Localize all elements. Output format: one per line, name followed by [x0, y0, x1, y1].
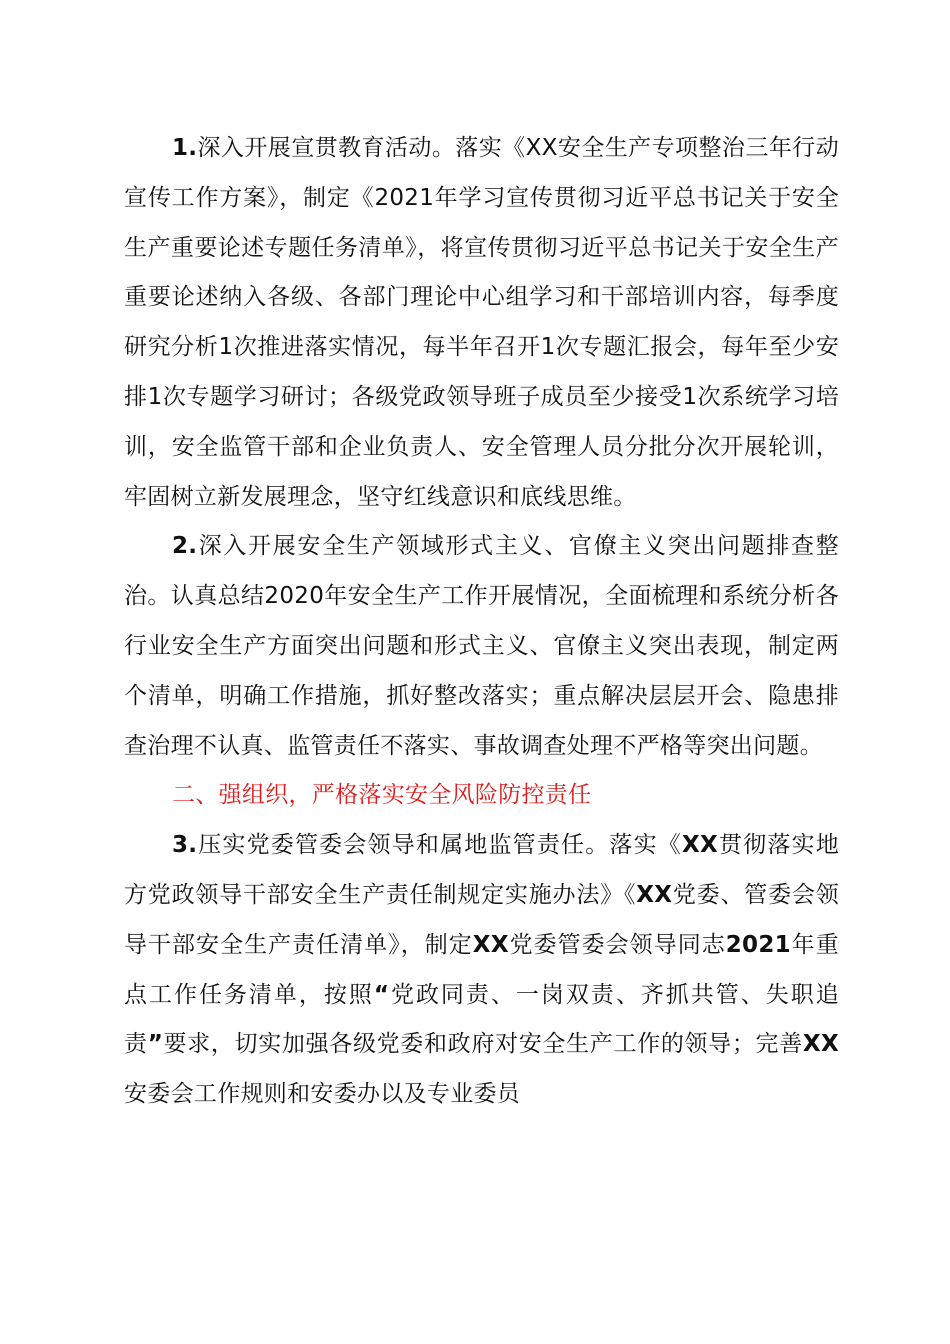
paragraph-1-number: 1.	[172, 135, 198, 161]
paragraph-1	[124, 124, 839, 522]
paragraph-3-text-2: 贯彻落实地方党政领导干部安全生产责任制规定实施办法》《	[124, 832, 840, 908]
paragraph-3-text-5: 年重点工作任务清单，按照	[124, 931, 840, 1008]
paragraph-3-bold-2: XX	[636, 881, 673, 908]
paragraph-3-bold-3: XX	[472, 931, 509, 958]
document-page	[124, 124, 839, 1120]
paragraph-3-bold-6: ”	[147, 1031, 164, 1058]
paragraph-2	[124, 522, 839, 771]
paragraph-3-bold-1: XX	[681, 832, 719, 859]
paragraph-3-bold-5: “	[373, 981, 390, 1008]
section-heading: 二、强组织，严格落实安全风险防控责任	[172, 782, 592, 809]
paragraph-3-text-3: 党委、管委会领导干部安全生产责任清单》，制定	[124, 881, 839, 958]
paragraph-2-number: 2.	[172, 533, 198, 560]
paragraph-3-text-8: 安委会工作规则和安委办以及专业委员	[124, 1081, 521, 1108]
paragraph-2-text: 深入开展安全生产领域形式主义、官僚主义突出问题排查整治。认真总结2020年安全生产工作开展情况，全面梳理和系统分析各行业安全生产方面突出问题和形式主义、官僚主义突出表现，制定两个清单，明确工作措施，抓好整改落实；重点解决层层开会、隐患排查治理不认真、监管责任不落实、事故调查处理不严格等突出问题。	[124, 533, 839, 759]
paragraph-3-bold-7: XX	[802, 1031, 839, 1058]
paragraph-3	[124, 821, 839, 1120]
paragraph-3-text-6: 党政同责、一岗双责、齐抓共管、失职追责	[124, 981, 840, 1058]
paragraph-3-number: 3.	[172, 832, 198, 859]
paragraph-3-text-7: 要求，切实加强各级党委和政府对安全生产工作的领导；完善	[163, 1031, 803, 1058]
paragraph-3-text-4: 党委管委会领导同志	[508, 931, 726, 958]
paragraph-1-text: 深入开展宣贯教育活动。落实《XX安全生产专项整治三年行动宣传工作方案》，制定《2021年学习宣传贯彻习近平总书记关于安全生产重要论述专题任务清单》，将宣传贯彻习近平总书记关于安全生产重要论述纳入各级、各部门理论中心组学习和干部培训内容，每季度研究分析1次推进落实情况，每半年召开1次专题汇报会，每年至少安排1次专题学习研讨；各级党政领导班子成员至少接受1次系统学习培训，安全监管干部和企业负责人、安全管理人员分批分次开展轮训，牢固树立新发展理念，坚守红线意识和底线思维。	[124, 135, 839, 510]
paragraph-3-text-1: 压实党委管委会领导和属地监管责任。落实《	[197, 832, 682, 859]
paragraph-3-bold-4: 2021	[725, 931, 791, 958]
